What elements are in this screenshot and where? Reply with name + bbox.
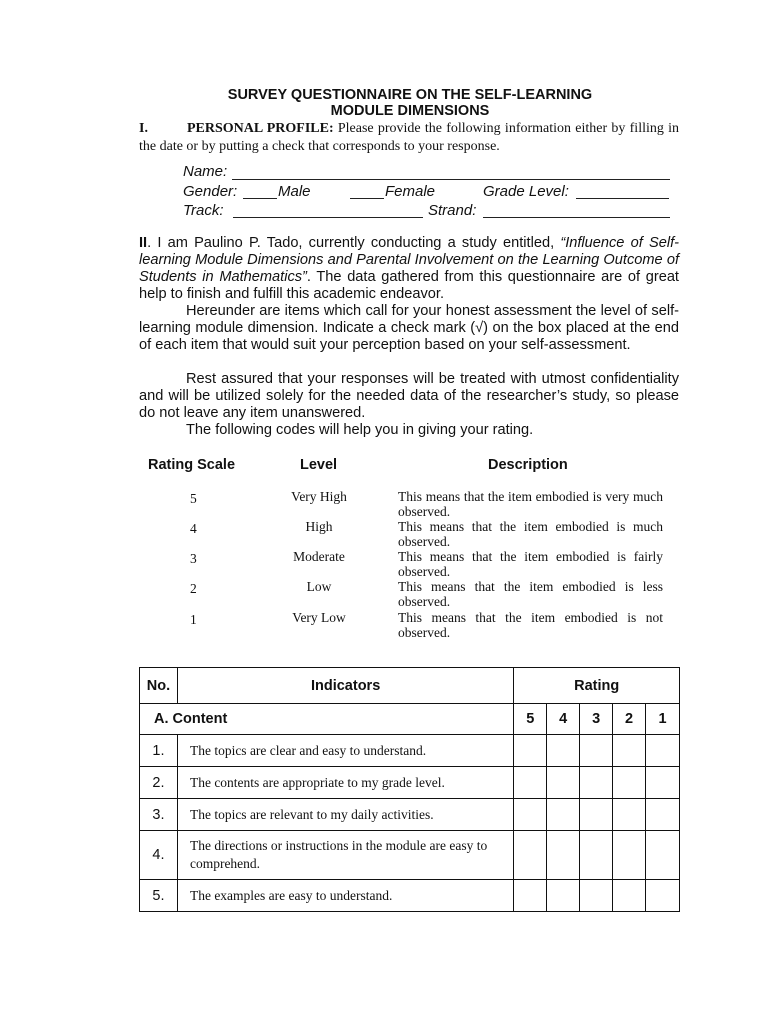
section-1-number: I. bbox=[139, 121, 148, 136]
section-2-paragraph-4: The following codes will help you in giving your rating. bbox=[186, 422, 534, 438]
rating-box-3[interactable] bbox=[580, 799, 613, 831]
rating-box-2[interactable] bbox=[613, 735, 646, 767]
indicator-text: The topics are clear and easy to understand. bbox=[177, 735, 513, 767]
section-2-paragraph-1 bbox=[139, 235, 679, 303]
rating-box-3[interactable] bbox=[580, 880, 613, 912]
rating-box-1[interactable] bbox=[646, 767, 680, 799]
scale-level: Low bbox=[306, 579, 332, 594]
grade-level-field[interactable] bbox=[576, 184, 669, 199]
rating-column-4: 4 bbox=[547, 704, 580, 735]
scale-value: 5 bbox=[190, 491, 197, 506]
strand-field[interactable] bbox=[483, 203, 670, 218]
table-row bbox=[140, 767, 680, 799]
scale-description: This means that the item embodied is very much observed. bbox=[398, 489, 663, 519]
study-title: “Influence of Self-learning Module Dimensions and Parental Involvement on the Learning Outcome of Students in Mathematics” bbox=[139, 235, 679, 285]
level-header: Level bbox=[300, 457, 338, 473]
scale-description: This means that the item embodied is less observed. bbox=[398, 579, 663, 609]
rating-box-1[interactable] bbox=[646, 735, 680, 767]
scale-description: This means that the item embodied is much observed. bbox=[398, 519, 663, 549]
rating-box-5[interactable] bbox=[514, 880, 547, 912]
rating-box-5[interactable] bbox=[514, 735, 547, 767]
table-row bbox=[140, 831, 680, 880]
rating-box-2[interactable] bbox=[613, 767, 646, 799]
section-2-paragraph-3: Rest assured that your responses will be treated with utmost confidentiality and will be utilized solely for the needed data of the researcher’s study, so please do not leave any item unanswered. bbox=[139, 371, 679, 421]
rating-box-2[interactable] bbox=[613, 831, 646, 880]
section-2-paragraph-2: Hereunder are items which call for your honest assessment the level of self-learning module dimension. Indicate a check mark (√) on the box placed at the end of each item that would suit your perception based on your self-assessment. bbox=[139, 303, 679, 353]
scale-level: Very Low bbox=[292, 610, 346, 625]
title-line-1: SURVEY QUESTIONNAIRE ON THE SELF-LEARNING bbox=[227, 87, 593, 103]
row-number: 2. bbox=[140, 767, 178, 799]
section-2-number: II bbox=[139, 235, 148, 251]
rating-box-5[interactable] bbox=[514, 831, 547, 880]
scale-description: This means that the item embodied is fairly observed. bbox=[398, 549, 663, 579]
rating-box-5[interactable] bbox=[514, 767, 547, 799]
description-header: Description bbox=[488, 457, 568, 473]
section-2-intro: . I am Paulino P. Tado, currently conducting a study entitled, bbox=[147, 235, 555, 251]
title-line-2: MODULE DIMENSIONS bbox=[330, 103, 490, 119]
scale-value: 2 bbox=[190, 581, 197, 596]
rating-box-3[interactable] bbox=[580, 831, 613, 880]
no-column-header: No. bbox=[140, 668, 178, 704]
rating-column-1: 1 bbox=[646, 704, 680, 735]
row-number: 5. bbox=[140, 880, 178, 912]
indicator-text: The directions or instructions in the module are easy to comprehend. bbox=[177, 831, 513, 880]
rating-box-1[interactable] bbox=[646, 831, 680, 880]
rating-box-4[interactable] bbox=[547, 735, 580, 767]
female-checkbox[interactable] bbox=[350, 184, 384, 199]
gender-label: Gender: bbox=[183, 183, 238, 200]
rating-box-3[interactable] bbox=[580, 767, 613, 799]
section-1-label: PERSONAL PROFILE: bbox=[187, 121, 334, 136]
rating-box-1[interactable] bbox=[646, 880, 680, 912]
section-1-text: Please provide the following information either by filling in the date or by putting a check that corresponds to your response. bbox=[139, 121, 679, 154]
indicators-table bbox=[139, 667, 680, 912]
table-row bbox=[140, 735, 680, 767]
indicator-text: The examples are easy to understand. bbox=[177, 880, 513, 912]
rating-column-2: 2 bbox=[613, 704, 646, 735]
strand-label: Strand: bbox=[428, 202, 477, 219]
scale-level: Moderate bbox=[293, 549, 345, 564]
scale-description: This means that the item embodied is not observed. bbox=[398, 610, 663, 640]
scale-value: 4 bbox=[190, 521, 197, 536]
rating-column-header: Rating bbox=[514, 668, 680, 704]
grade-level-label: Grade Level: bbox=[483, 183, 569, 200]
rating-scale-header: Rating Scale bbox=[148, 457, 236, 473]
rating-box-4[interactable] bbox=[547, 831, 580, 880]
rating-box-2[interactable] bbox=[613, 880, 646, 912]
row-number: 1. bbox=[140, 735, 178, 767]
scale-level: High bbox=[305, 519, 333, 534]
rating-box-1[interactable] bbox=[646, 799, 680, 831]
scale-value: 3 bbox=[190, 551, 197, 566]
name-label: Name: bbox=[183, 163, 228, 180]
female-label: Female bbox=[385, 183, 436, 200]
rating-box-3[interactable] bbox=[580, 735, 613, 767]
track-field[interactable] bbox=[233, 203, 423, 218]
rating-box-4[interactable] bbox=[547, 799, 580, 831]
rating-column-3: 3 bbox=[580, 704, 613, 735]
rating-box-4[interactable] bbox=[547, 767, 580, 799]
row-number: 4. bbox=[140, 831, 178, 880]
indicators-column-header: Indicators bbox=[177, 668, 513, 704]
rating-box-5[interactable] bbox=[514, 799, 547, 831]
scale-value: 1 bbox=[190, 612, 197, 627]
name-field[interactable] bbox=[232, 165, 670, 180]
table-row bbox=[140, 880, 680, 912]
row-number: 3. bbox=[140, 799, 178, 831]
section-a-content-label: A. Content bbox=[140, 704, 514, 735]
table-row bbox=[140, 799, 680, 831]
indicator-text: The contents are appropriate to my grade level. bbox=[177, 767, 513, 799]
rating-column-5: 5 bbox=[514, 704, 547, 735]
track-label: Track: bbox=[183, 202, 224, 219]
male-checkbox[interactable] bbox=[243, 184, 277, 199]
male-label: Male bbox=[278, 183, 311, 200]
rating-box-4[interactable] bbox=[547, 880, 580, 912]
rating-box-2[interactable] bbox=[613, 799, 646, 831]
indicator-text: The topics are relevant to my daily activities. bbox=[177, 799, 513, 831]
scale-level: Very High bbox=[291, 489, 347, 504]
section-2-rest: . The data gathered from this questionnaire are of great help to finish and fulfill this academic endeavor. bbox=[139, 269, 679, 302]
section-personal-profile bbox=[139, 120, 679, 156]
